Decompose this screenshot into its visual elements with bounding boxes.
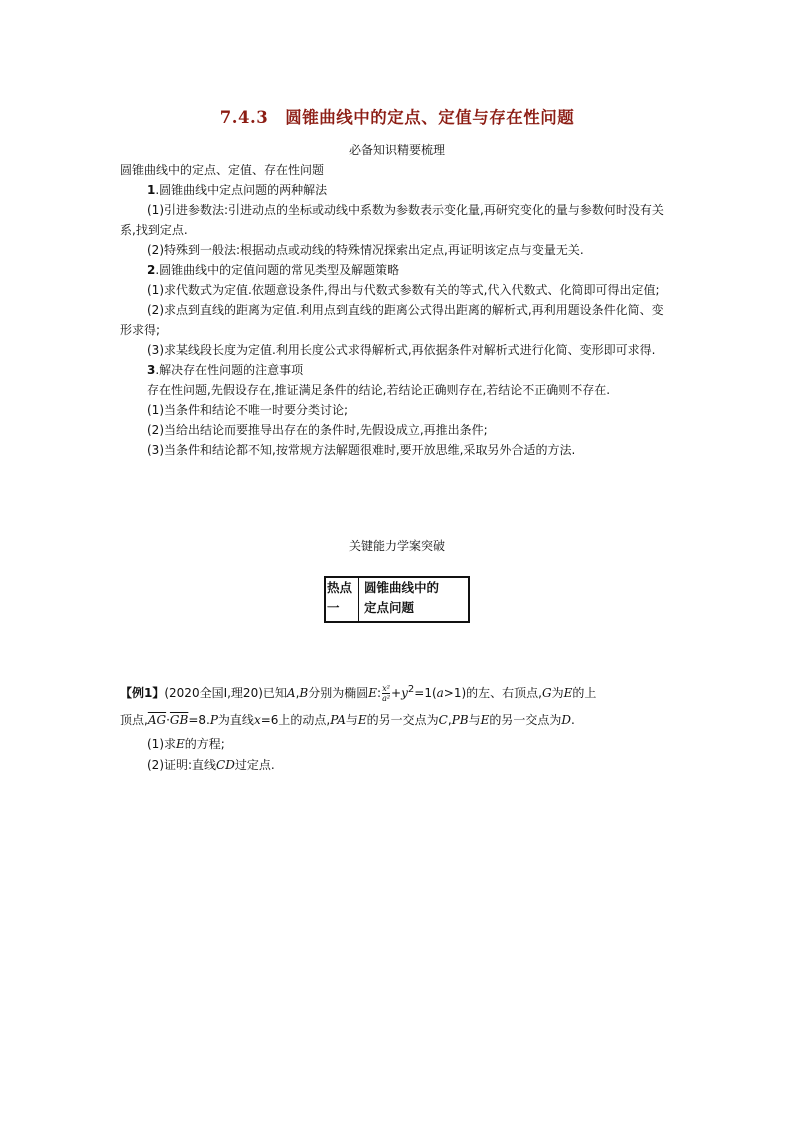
vector-gb: $\overline{GB}$: [169, 713, 189, 727]
example-text: =6上的动点,: [260, 713, 331, 727]
math-var: E: [480, 713, 490, 727]
question-2: [120, 755, 680, 776]
superscript: 2: [407, 684, 415, 695]
math-var: P: [209, 713, 218, 727]
example-text: 的另一交点为: [489, 713, 562, 727]
example-text: 已知: [262, 686, 287, 700]
s3-paragraph-1: (1)当条件和结论不唯一时要分类讨论;: [147, 403, 349, 417]
s1-paragraph-1: (1)引进参数法:引进动点的坐标或动线中系数为参数表示变化量,再研究变化的量与参数何时没有关系,找到定点.: [120, 203, 664, 237]
example-text: 为: [551, 686, 564, 700]
section-heading-2: 关键能力学案突破: [348, 539, 445, 553]
math-var: E: [563, 686, 573, 700]
example-text: 为直线: [217, 713, 254, 727]
page-title: 7.4.3 圆锥曲线中的定点、定值与存在性问题: [219, 108, 575, 127]
example-text: 与: [468, 713, 481, 727]
example-text: 的上: [572, 686, 597, 700]
example-text: >1)的左、右顶点,: [443, 686, 542, 700]
example-line-1: [120, 676, 680, 707]
question-1: [120, 734, 680, 755]
s3-title: [120, 360, 672, 380]
math-var: D: [561, 713, 572, 727]
s2-paragraph-2: (2)求点到直线的距离为定值.利用点到直线的距离公式得出距离的解析式,再利用题设条件化简、变形求得;: [120, 303, 664, 337]
s1-paragraph-2: (2)特殊到一般法:根据动点或动线的特殊情况探索出定点,再证明该定点与变量无关.: [147, 243, 584, 257]
fraction-numerator: x²: [382, 684, 390, 693]
question-text: 的方程;: [184, 737, 225, 751]
example-text: ,: [295, 686, 300, 700]
s3-paragraph-3: (3)当条件和结论都不知,按常规方法解题很难时,要开放思维,采取另外合适的方法.: [147, 443, 576, 457]
s2-title: [120, 260, 672, 280]
math-var: A: [286, 686, 296, 700]
example-source: (2020全国Ⅰ,理20): [164, 686, 263, 700]
s3-number: 3: [147, 363, 156, 377]
s3-title-text: .解决存在性问题的注意事项: [155, 363, 304, 377]
example-text: 分别为椭圆: [308, 686, 369, 700]
math-var: C: [438, 713, 448, 727]
hotspot-title: [359, 578, 468, 621]
example-1: [120, 676, 680, 776]
example-text: =1(: [414, 686, 437, 700]
question-text: (2)证明:直线: [147, 758, 217, 772]
summary-heading: 圆锥曲线中的定点、定值、存在性问题: [120, 163, 325, 177]
hotspot-title-line1: 圆锥曲线中的: [364, 580, 440, 595]
example-text: 与: [345, 713, 358, 727]
math-var: y: [401, 686, 408, 700]
math-var: E: [176, 737, 185, 751]
question-text: 过定点.: [234, 758, 275, 772]
math-var: E: [357, 713, 367, 727]
math-var: G: [541, 686, 552, 700]
math-var: PB: [451, 713, 469, 727]
s2-paragraph-3: (3)求某线段长度为定值.利用长度公式求得解析式,再依据条件对解析式进行化简、变形即可求得.: [147, 343, 656, 357]
math-var: B: [299, 686, 309, 700]
s3-paragraph-2: (2)当给出结论而要推导出存在的条件时,先假设成立,再推出条件;: [147, 423, 488, 437]
hotspot-label-line1: 热点: [327, 580, 353, 595]
math-var: a: [436, 686, 444, 700]
s3-paragraph-0: 存在性问题,先假设存在,推证满足条件的结论,若结论正确则存在,若结论不正确则不存在.: [147, 383, 611, 397]
math-var: PA: [330, 713, 346, 727]
example-text: ,: [447, 713, 452, 727]
s2-number: 2: [147, 263, 156, 277]
hotspot-box: [324, 576, 470, 623]
example-text: 的另一交点为: [366, 713, 439, 727]
s1-number: 1: [147, 183, 156, 197]
s2-paragraph-1: (1)求代数式为定值.依题意设条件,得出与代数式参数有关的等式,代入代数式、化简即可得出定值;: [147, 283, 660, 297]
example-text: .: [571, 713, 575, 727]
fraction-denominator: a²: [382, 694, 391, 703]
example-text: :: [377, 686, 382, 700]
example-line-2: [120, 707, 680, 734]
s2-title-text: .圆锥曲线中的定值问题的常见类型及解题策略: [155, 263, 400, 277]
example-text: 顶点,: [120, 713, 148, 727]
section-subtitle: 必备知识精要梳理: [348, 143, 445, 157]
s1-title: [120, 180, 672, 200]
s1-title-text: .圆锥曲线中定点问题的两种解法: [155, 183, 328, 197]
ellipse-fraction: [382, 684, 390, 703]
hotspot-label: [326, 578, 359, 621]
example-text: ·: [166, 713, 170, 727]
example-label: 【例1】: [120, 686, 165, 700]
math-var: x: [253, 713, 261, 727]
math-var: E: [368, 686, 378, 700]
hotspot-title-line2: 定点问题: [364, 600, 415, 615]
question-text: (1)求: [147, 737, 176, 751]
vector-ag: $\overline{AG}$: [147, 713, 167, 727]
hotspot-label-line2: 一: [327, 600, 340, 615]
example-text: =8.: [188, 713, 210, 727]
knowledge-summary: [120, 160, 672, 460]
example-text: +: [391, 686, 402, 700]
math-var: CD: [216, 758, 235, 772]
